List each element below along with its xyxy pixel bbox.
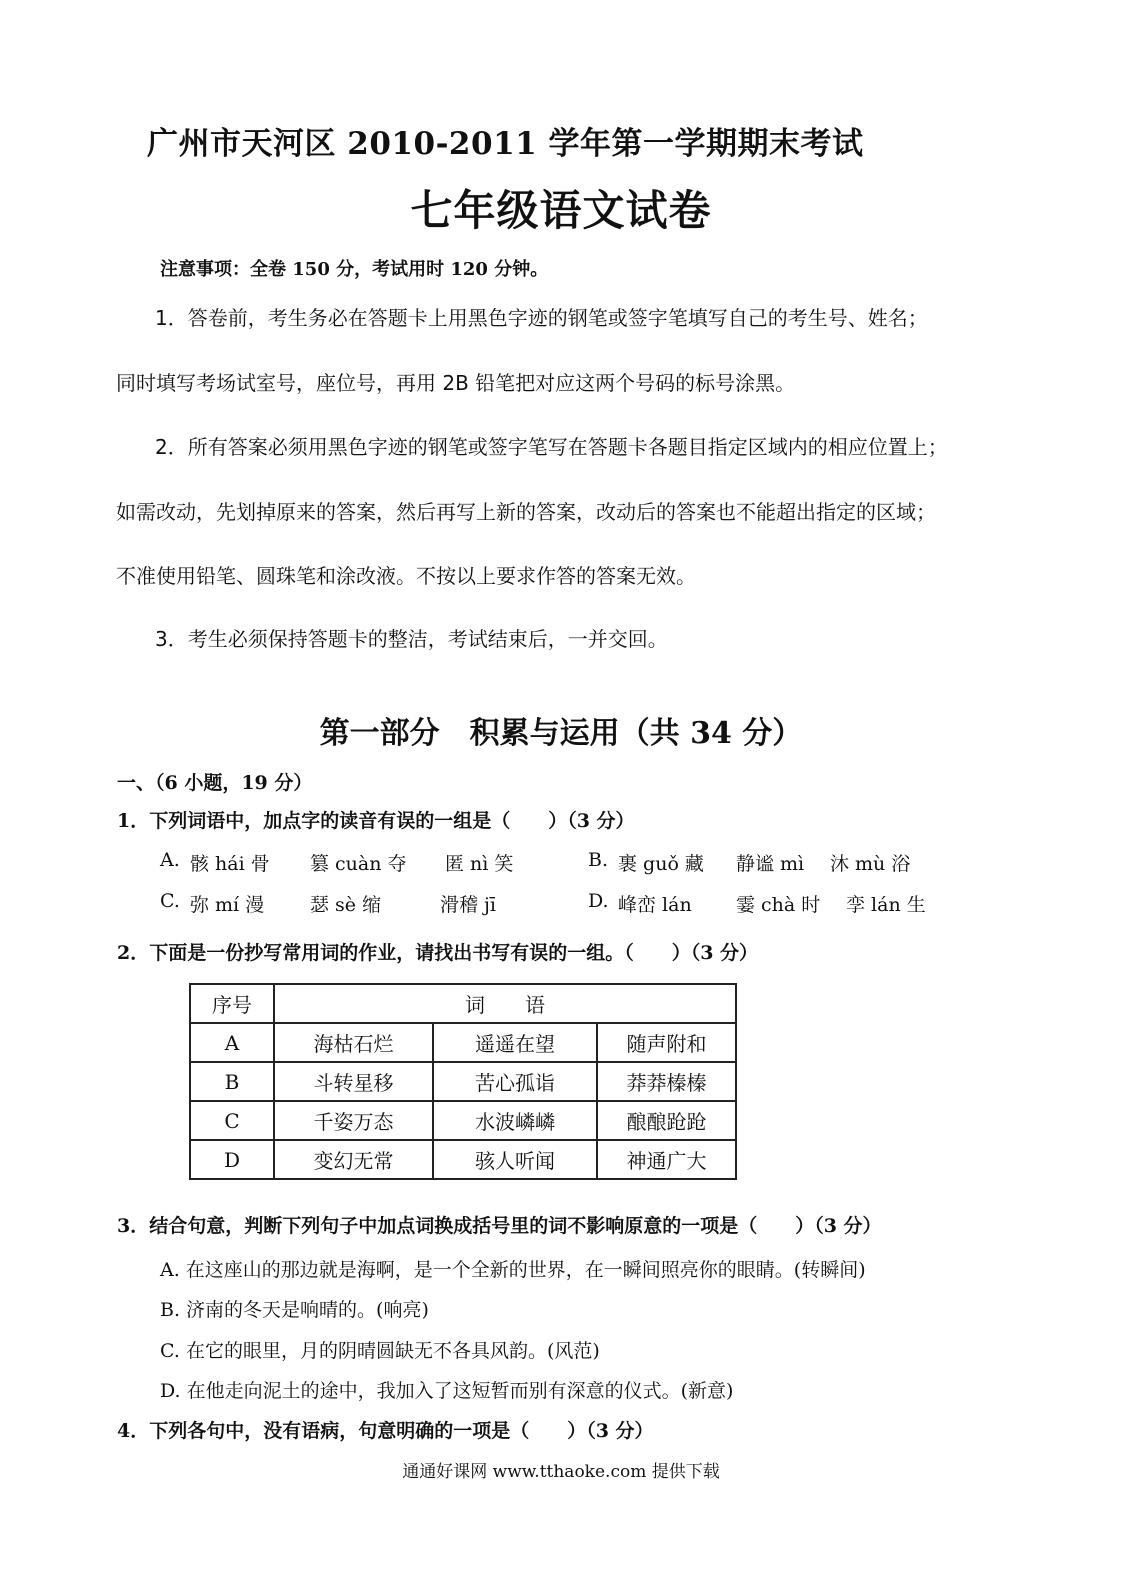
q1-option-a-label: A. [160, 849, 180, 871]
q1-option-b-label: B. [588, 849, 609, 871]
table-cell-word: 神通广大 [597, 1140, 736, 1179]
q3-option-d: D. 在他走向泥土的途中，我加入了这短暂而别有深意的仪式。(新意) [160, 1380, 734, 1402]
table-cell-word: 斗转星移 [274, 1062, 433, 1101]
exam-title-line2: 七年级语文试卷 [410, 186, 712, 235]
notice-heading: 注意事项：全卷 150 分，考试用时 120 分钟。 [160, 259, 549, 280]
table-cell-no: A [190, 1023, 274, 1062]
table-cell-word: 变幻无常 [274, 1140, 433, 1179]
section1-heading: 一、（6 小题，19 分） [117, 772, 313, 794]
q1-option-d-word2: 霎 chà 时 [736, 894, 821, 916]
q1-option-b-word1: 裹 guǒ 藏 [618, 853, 704, 875]
table-row [190, 1101, 736, 1140]
notice-item3: 3．考生必须保持答题卡的整洁，考试结束后，一并交回。 [155, 627, 668, 651]
table-cell-word: 骇人听闻 [433, 1140, 597, 1179]
table-cell-word: 随声附和 [597, 1023, 736, 1062]
q1-option-a-word2: 篡 cuàn 夺 [310, 853, 407, 875]
table-cell-word: 酿酿跄跄 [597, 1101, 736, 1140]
table-cell-no: D [190, 1140, 274, 1179]
notice-item1-line2: 同时填写考场试室号，座位号，再用 2B 铅笔把对应这两个号码的标号涂黑。 [116, 371, 796, 395]
part1-title: 第一部分 积累与运用（共 34 分） [319, 716, 803, 751]
q1-option-d-word1: 峰峦 lán [618, 894, 692, 916]
page-footer: 通通好课网 www.tthaoke.com 提供下载 [402, 1462, 720, 1482]
table-cell-no: C [190, 1101, 274, 1140]
q3-option-b: B. 济南的冬天是响晴的。(响亮) [160, 1299, 429, 1321]
q3-stem: 3．结合句意，判断下列句子中加点词换成括号里的词不影响原意的一项是（ ）（3 分） [117, 1215, 882, 1237]
q3-option-c: C. 在它的眼里，月的阴晴圆缺无不各具风韵。(风范) [160, 1340, 600, 1362]
exam-title-line1: 广州市天河区 2010-2011 学年第一学期期末考试 [147, 126, 864, 162]
table-header-row [190, 984, 736, 1023]
table-cell-word: 海枯石烂 [274, 1023, 433, 1062]
q4-stem: 4．下列各句中，没有语病，句意明确的一项是（ ）（3 分） [117, 1420, 654, 1442]
table-cell-word: 千姿万态 [274, 1101, 433, 1140]
q1-option-a-word1: 骸 hái 骨 [190, 853, 270, 875]
notice-item2-line1: 2．所有答案必须用黑色字迹的钢笔或签字笔写在答题卡各题目指定区域内的相应位置上； [155, 435, 948, 459]
q1-option-c-word1: 弥 mí 漫 [190, 894, 265, 916]
table-cell-word: 苦心孤诣 [433, 1062, 597, 1101]
table-header-words: 词 语 [274, 984, 736, 1023]
q2-word-table [189, 983, 737, 1180]
q1-option-c-word3: 滑稽 jī [440, 894, 497, 916]
table-header-no: 序号 [190, 984, 274, 1023]
q3-option-a: A. 在这座山的那边就是海啊，是一个全新的世界，在一瞬间照亮你的眼睛。(转瞬间) [160, 1259, 866, 1281]
table-cell-word: 莽莽榛榛 [597, 1062, 736, 1101]
q1-option-c-label: C. [160, 890, 180, 912]
q1-option-a-word3: 匿 nì 笑 [445, 853, 514, 875]
notice-item2-line2: 如需改动，先划掉原来的答案，然后再写上新的答案，改动后的答案也不能超出指定的区域； [116, 500, 936, 524]
q1-option-c-word2: 瑟 sè 缩 [310, 894, 382, 916]
table-cell-word: 遥遥在望 [433, 1023, 597, 1062]
table-row [190, 1062, 736, 1101]
table-cell-word: 水波嶙嶙 [433, 1101, 597, 1140]
q1-option-d-word3: 孪 lán 生 [846, 894, 926, 916]
table-row [190, 1023, 736, 1062]
table-row [190, 1140, 736, 1179]
q1-option-b-word3: 沐 mù 浴 [830, 853, 911, 875]
notice-item1-line1: 1．答卷前，考生务必在答题卡上用黑色字迹的钢笔或签字笔填写自己的考生号、姓名； [155, 306, 928, 330]
q1-option-d-label: D. [588, 890, 609, 912]
table-cell-no: B [190, 1062, 274, 1101]
q1-option-b-word2: 静谧 mì [736, 853, 805, 875]
q1-stem: 1．下列词语中，加点字的读音有误的一组是（ ）（3 分） [117, 810, 635, 832]
notice-item2-line3: 不准使用铅笔、圆珠笔和涂改液。不按以上要求作答的答案无效。 [116, 564, 696, 588]
q2-stem: 2．下面是一份抄写常用词的作业，请找出书写有误的一组。（ ）（3 分） [117, 942, 759, 964]
